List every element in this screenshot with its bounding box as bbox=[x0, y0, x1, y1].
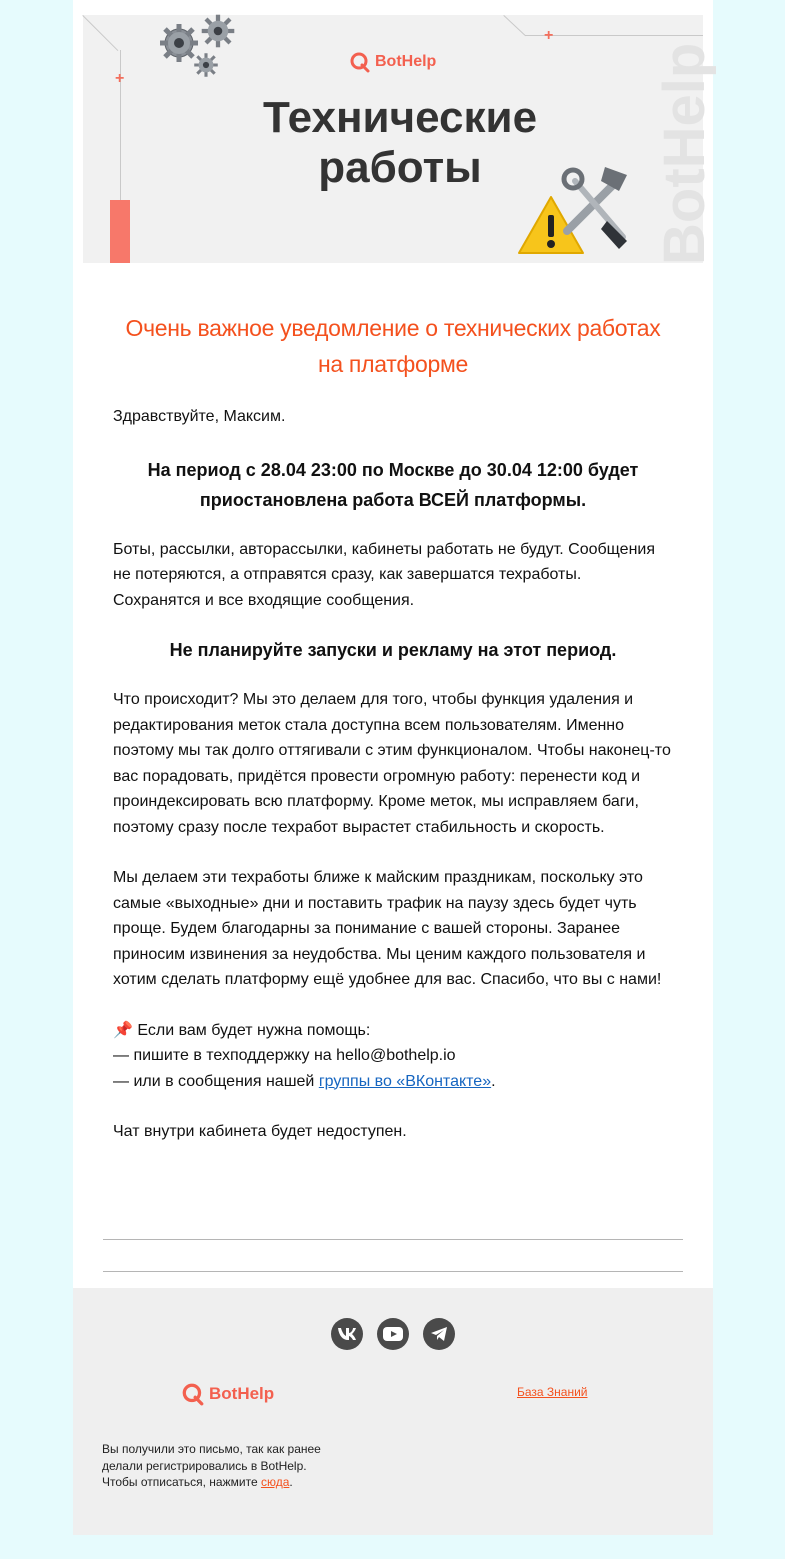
explanation-text: Что происходит? Мы это делаем для того, чтобы функция удаления и редактирования меток стала доступна всем пользователям. Именно поэтому мы так долго оттягивали с этим функционалом. Чтобы наконец-то вас порадовать, придётся провести огромную работу: перенести код и проиндексировать всю платформу. Кроме меток, мы исправляем баги, поэтому сразу после техработ вырастет стабильность и скорость. bbox=[113, 691, 671, 836]
footer bbox=[73, 1288, 713, 1535]
help-vk-prefix: — или в сообщения нашей bbox=[113, 1072, 319, 1090]
social-links bbox=[331, 1318, 455, 1350]
help-vk bbox=[113, 1069, 673, 1095]
unsubscribe-link[interactable]: сюда bbox=[260, 1475, 290, 1489]
footer-logo-text: BotHelp bbox=[209, 1384, 275, 1403]
chat-note: Чат внутри кабинета будет недоступен. bbox=[113, 1123, 407, 1140]
legal-text bbox=[102, 1441, 342, 1491]
banner-title-line1: Технические bbox=[262, 93, 538, 142]
legal-body: Вы получили это письмо, так как ранее делали регистрировались в BotHelp. Чтобы отписаться, нажмите bbox=[102, 1442, 321, 1489]
gear-icon bbox=[193, 52, 219, 78]
decor-bar bbox=[110, 200, 130, 263]
knowledge-base-link[interactable]: База Знаний bbox=[517, 1385, 588, 1399]
timing-text: Мы делаем эти техработы ближе к майским праздникам, поскольку это самые «выходные» дни и поставить трафик на паузу здесь будет чуть проще. Будем благодарны за понимание с вашей стороны. Заранее приносим извинения за неудобства. Мы ценим каждого пользователя и хотим сделать платформу ещё удобнее для вас. Спасибо, что вы с нами! bbox=[113, 869, 662, 988]
main-content bbox=[113, 310, 673, 1145]
watermark-text: BotHelp bbox=[652, 42, 717, 265]
warning-tools-icon bbox=[515, 161, 635, 257]
divider bbox=[103, 1271, 683, 1272]
bothelp-logo-icon bbox=[349, 51, 371, 73]
footer-logo[interactable] bbox=[181, 1382, 274, 1406]
impact-text: Боты, рассылки, авторассылки, кабинеты работать не будут. Сообщения не потеряются, а отправятся сразу, как завершатся техработы. Сохранятся и все входящие сообщения. bbox=[113, 540, 655, 609]
logo-text: BotHelp bbox=[375, 53, 437, 70]
vk-group-link[interactable]: группы во «ВКонтакте» bbox=[318, 1072, 492, 1090]
email-body bbox=[73, 0, 717, 1288]
help-intro: 📌 Если вам будет нужна помощь: bbox=[113, 1021, 371, 1039]
telegram-icon[interactable] bbox=[423, 1318, 455, 1350]
bothelp-logo-icon bbox=[181, 1382, 205, 1406]
vk-icon[interactable] bbox=[331, 1318, 363, 1350]
greeting: Здравствуйте, Максим. bbox=[113, 408, 286, 425]
brand-logo bbox=[349, 51, 436, 73]
banner-title-line2: работы bbox=[318, 143, 482, 192]
legal-end: . bbox=[289, 1475, 293, 1489]
header-banner: + + BotHelp Технические работы BotHelp bbox=[83, 15, 703, 263]
headline: Очень важное уведомление о технических работах на платформе bbox=[125, 315, 661, 377]
youtube-icon[interactable] bbox=[377, 1318, 409, 1350]
help-vk-suffix: . bbox=[491, 1072, 496, 1090]
help-support: — пишите в техподдержку на hello@bothelp.io bbox=[113, 1047, 456, 1064]
divider bbox=[103, 1239, 683, 1240]
warning-text: Не планируйте запуски и рекламу на этот период. bbox=[169, 640, 617, 660]
gear-icon bbox=[200, 13, 236, 49]
period-notice: На период с 28.04 23:00 по Москве до 30.04 12:00 будет приостановлена работа ВСЕЙ платформы. bbox=[147, 459, 639, 510]
